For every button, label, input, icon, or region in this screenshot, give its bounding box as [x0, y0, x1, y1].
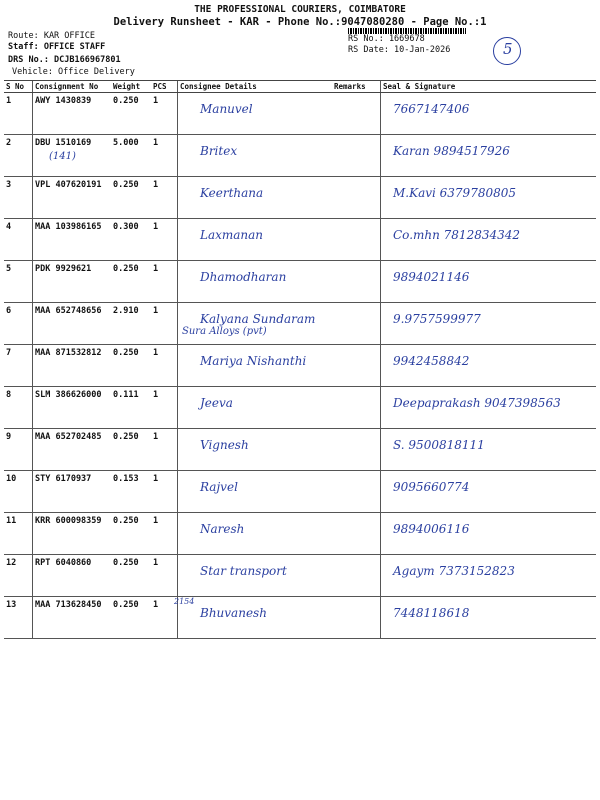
- row-pcs: [151, 471, 178, 513]
- row-weight: [111, 471, 151, 513]
- row-sno-text: 1: [6, 96, 12, 106]
- handwritten-consignee: Keerthana: [200, 186, 264, 200]
- row-consignment-no-text: SLM 386626000: [35, 390, 102, 400]
- row-pcs-text: 1: [153, 348, 159, 358]
- row-signature: [381, 471, 597, 513]
- row-weight-text: 0.250: [113, 432, 139, 442]
- handwritten-signature: Co.mhn 7812834342: [393, 228, 521, 242]
- table-row: [4, 471, 596, 513]
- row-sno: [4, 597, 33, 639]
- row-consignee: [178, 555, 333, 597]
- row-weight-text: 0.111: [113, 390, 139, 400]
- row-pcs: [151, 429, 178, 471]
- row-pcs: [151, 555, 178, 597]
- row-signature: [381, 555, 597, 597]
- handwritten-signature: 9894021146: [393, 270, 470, 284]
- row-consignment-no-text: MAA 713628450: [35, 600, 102, 610]
- handwritten-consignee: Kalyana Sundaram: [200, 312, 316, 326]
- handwritten-consignee: Bhuvanesh: [200, 606, 267, 620]
- row-consignment-no: [33, 387, 112, 429]
- row-weight: [111, 555, 151, 597]
- handwritten-signature: Deepaprakash 9047398563: [393, 396, 561, 410]
- row-consignment-no: [33, 135, 112, 177]
- row-consignment-no-text: STY 6170937: [35, 474, 92, 484]
- row-sno-text: 2: [6, 138, 12, 148]
- row-pcs: [151, 93, 178, 135]
- row-weight: [111, 219, 151, 261]
- handwritten-signature: 9.9757599977: [393, 312, 481, 326]
- row-remarks: [332, 93, 381, 135]
- row-consignment-no-text: MAA 871532812: [35, 348, 102, 358]
- row-consignment-no: [33, 177, 112, 219]
- handwritten-consignee: Jeeva: [200, 396, 233, 410]
- row-weight-text: 0.250: [113, 96, 139, 106]
- row-weight: [111, 387, 151, 429]
- row-signature: [381, 93, 597, 135]
- handwritten-signature: M.Kavi 6379780805: [393, 186, 516, 200]
- row-consignee: [178, 345, 333, 387]
- row-pcs: [151, 261, 178, 303]
- handwritten-consignee: Dhamodharan: [200, 270, 287, 284]
- row-consignee: [174, 597, 333, 639]
- handwritten-consignee: Rajvel: [200, 480, 238, 494]
- row-remarks: [332, 387, 381, 429]
- row-signature: [381, 345, 597, 387]
- row-signature: [381, 597, 597, 639]
- table-row: [4, 597, 596, 639]
- table-row: [4, 93, 596, 135]
- row-remarks: [332, 555, 381, 597]
- row-remarks: [332, 429, 381, 471]
- table-header: [4, 81, 596, 93]
- row-sno: [4, 429, 33, 471]
- row-remarks: [332, 345, 381, 387]
- row-consignment-no-text: DBU 1510169: [35, 138, 92, 148]
- row-signature: [381, 135, 597, 177]
- row-sno-text: 13: [6, 600, 17, 610]
- row-sno: [4, 135, 33, 177]
- row-signature: [381, 219, 597, 261]
- handwritten-signature: 9894006116: [393, 522, 470, 536]
- table-row: [4, 387, 596, 429]
- row-weight-text: 0.250: [113, 600, 139, 610]
- row-remarks: [332, 219, 381, 261]
- row-consignment-no-text: PDK 9929621: [35, 264, 92, 274]
- table-row: [4, 429, 596, 471]
- row-consignment-no-text: RPT 6040860: [35, 558, 92, 568]
- row-consignee: [178, 303, 333, 345]
- row-weight: [111, 261, 151, 303]
- row-pcs-text: 1: [153, 96, 159, 106]
- row-pcs-text: 1: [153, 516, 159, 526]
- col-weight: Weight: [111, 81, 151, 93]
- table-row: [4, 219, 596, 261]
- row-remarks: [332, 471, 381, 513]
- row-sno: [4, 471, 33, 513]
- row-weight-text: 0.153: [113, 474, 139, 484]
- row-weight-text: 0.250: [113, 264, 139, 274]
- row-weight-text: 0.250: [113, 180, 139, 190]
- row-pcs: [151, 387, 178, 429]
- table-row: [4, 345, 596, 387]
- row-pcs: [151, 219, 178, 261]
- row-sno: [4, 93, 33, 135]
- row-weight: [111, 303, 151, 345]
- row-pcs-text: 1: [153, 432, 159, 442]
- col-signature: Seal & Signature: [381, 81, 597, 93]
- row-weight-text: 0.250: [113, 516, 139, 526]
- row-consignment-no: [33, 513, 112, 555]
- col-pcs: PCS: [151, 81, 178, 93]
- table-row: [4, 177, 596, 219]
- table-row: [4, 555, 596, 597]
- row-consignment-no: [33, 597, 112, 639]
- row-consignment-no: [33, 219, 112, 261]
- handwritten-consignee: Laxmanan: [200, 228, 264, 242]
- row-weight-text: 0.250: [113, 558, 139, 568]
- row-consignment-no: [33, 555, 112, 597]
- row-pcs-text: 1: [153, 390, 159, 400]
- route-label: Route: KAR OFFICE: [8, 31, 95, 41]
- table-row: [4, 303, 596, 345]
- row-remarks: [332, 597, 381, 639]
- row-pcs: [151, 177, 178, 219]
- runsheet-table: [4, 80, 596, 639]
- company-title: THE PROFESSIONAL COURIERS, COIMBATORE: [194, 4, 406, 15]
- row-pcs: [151, 135, 178, 177]
- row-consignment-no-text: AWY 1430839: [35, 96, 92, 106]
- row-weight: [111, 93, 151, 135]
- row-remarks: [332, 303, 381, 345]
- row-consignment-no: [33, 345, 112, 387]
- handwritten-consignee: Manuvel: [200, 102, 253, 116]
- row-sno-text: 9: [6, 432, 12, 442]
- row-signature: [381, 387, 597, 429]
- row-signature: [381, 429, 597, 471]
- row-signature: [381, 177, 597, 219]
- row-consignment-no-text: VPL 407620191: [35, 180, 102, 190]
- row-sno-text: 6: [6, 306, 12, 316]
- row-weight-text: 2.910: [113, 306, 139, 316]
- row-pcs: [151, 513, 178, 555]
- row-consignee: [178, 135, 333, 177]
- row-sno-text: 12: [6, 558, 17, 568]
- row-weight-text: 0.300: [113, 222, 139, 232]
- row-signature: [381, 513, 597, 555]
- row-weight: [111, 513, 151, 555]
- table-row: [4, 135, 596, 177]
- handwritten-signature: S. 9500818111: [393, 438, 485, 452]
- row-sno: [4, 303, 33, 345]
- handwritten-note: 2154: [174, 597, 195, 606]
- handwritten-note: (141): [49, 151, 76, 162]
- handwritten-signature: 7667147406: [393, 102, 470, 116]
- row-pcs: [151, 345, 178, 387]
- row-remarks: [332, 177, 381, 219]
- row-weight: [111, 597, 151, 639]
- rs-number: RS No.: 1669678: [348, 34, 425, 44]
- handwritten-consignee: Britex: [200, 144, 238, 158]
- table-row: [4, 513, 596, 555]
- row-consignment-no: [33, 261, 112, 303]
- row-sno-text: 5: [6, 264, 12, 274]
- row-consignment-no-text: MAA 652702485: [35, 432, 102, 442]
- row-sno: [4, 555, 33, 597]
- row-pcs-text: 1: [153, 138, 159, 148]
- row-remarks: [332, 261, 381, 303]
- handwritten-signature: 9095660774: [393, 480, 470, 494]
- row-consignment-no-text: KRR 600098359: [35, 516, 102, 526]
- row-weight: [111, 345, 151, 387]
- row-pcs-text: 1: [153, 222, 159, 232]
- row-sno-text: 7: [6, 348, 12, 358]
- row-sno: [4, 345, 33, 387]
- handwritten-signature: Karan 9894517926: [393, 144, 510, 158]
- col-consignee: Consignee Details: [178, 81, 333, 93]
- row-sno: [4, 513, 33, 555]
- handwritten-consignee: Star transport: [200, 564, 287, 578]
- row-sno-text: 3: [6, 180, 12, 190]
- row-consignment-no-text: MAA 103986165: [35, 222, 102, 232]
- handwritten-consignee: Naresh: [200, 522, 245, 536]
- handwritten-consignee-line2: Sura Alloys (pvt): [182, 326, 267, 337]
- row-consignment-no: [33, 471, 112, 513]
- drs-number: DRS No.: DCJB166967801: [8, 55, 121, 65]
- col-remarks: Remarks: [332, 81, 381, 93]
- row-weight-text: 5.000: [113, 138, 139, 148]
- row-consignee: [178, 93, 333, 135]
- row-consignee: [178, 261, 333, 303]
- handwritten-signature: 7448118618: [393, 606, 470, 620]
- col-sno: S No: [4, 81, 33, 93]
- row-consignment-no: [33, 429, 112, 471]
- row-weight: [111, 177, 151, 219]
- row-pcs-text: 1: [153, 558, 159, 568]
- row-sno: [4, 387, 33, 429]
- handwritten-signature: 9942458842: [393, 354, 470, 368]
- row-consignment-no: [33, 303, 112, 345]
- row-remarks: [332, 135, 381, 177]
- row-sno-text: 11: [6, 516, 17, 526]
- row-signature: [381, 303, 597, 345]
- row-consignee: [178, 219, 333, 261]
- row-consignee: [178, 387, 333, 429]
- row-consignee: [178, 429, 333, 471]
- vehicle-label: Vehicle: Office Delivery: [12, 67, 135, 77]
- row-signature: [381, 261, 597, 303]
- row-consignment-no-text: MAA 652748656: [35, 306, 102, 316]
- row-sno: [4, 261, 33, 303]
- row-sno-text: 10: [6, 474, 17, 484]
- row-consignee: [178, 513, 333, 555]
- row-weight: [111, 429, 151, 471]
- row-weight: [111, 135, 151, 177]
- row-pcs: [151, 303, 178, 345]
- row-pcs-text: 1: [153, 600, 159, 610]
- row-remarks: [332, 513, 381, 555]
- staff-label: Staff: OFFICE STAFF: [8, 42, 106, 52]
- row-consignee: [178, 471, 333, 513]
- handwritten-consignee: Vignesh: [200, 438, 249, 452]
- row-sno-text: 8: [6, 390, 12, 400]
- table-row: [4, 261, 596, 303]
- row-sno: [4, 219, 33, 261]
- col-consignment: Consignment No: [33, 81, 112, 93]
- circled-page-number: 5: [503, 40, 513, 58]
- row-weight-text: 0.250: [113, 348, 139, 358]
- row-sno-text: 4: [6, 222, 12, 232]
- handwritten-consignee: Mariya Nishanthi: [200, 354, 307, 368]
- runsheet-subtitle: Delivery Runsheet - KAR - Phone No.:9047080280 - Page No.:1: [113, 16, 487, 28]
- row-pcs-text: 1: [153, 180, 159, 190]
- row-consignment-no: [33, 93, 112, 135]
- handwritten-signature: Agaym 7373152823: [393, 564, 515, 578]
- row-pcs-text: 1: [153, 264, 159, 274]
- row-pcs-text: 1: [153, 306, 159, 316]
- rs-date: RS Date: 10-Jan-2026: [348, 45, 451, 55]
- row-consignee: [178, 177, 333, 219]
- row-pcs-text: 1: [153, 474, 159, 484]
- row-sno: [4, 177, 33, 219]
